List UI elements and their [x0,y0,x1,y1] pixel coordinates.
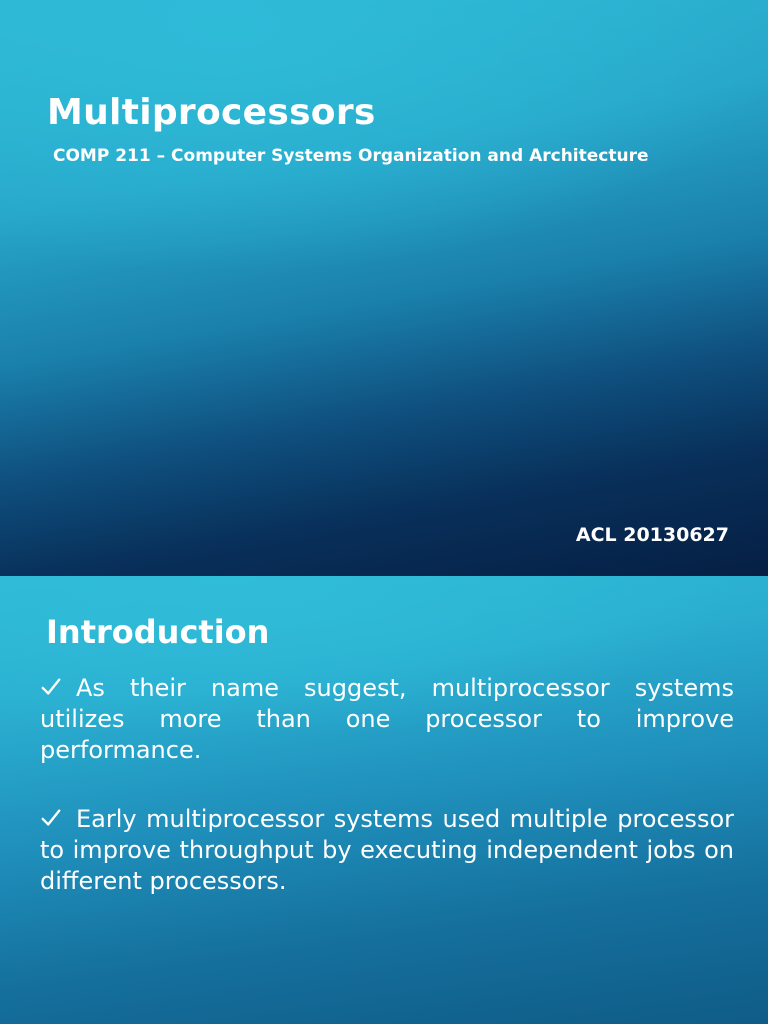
bullet-text: As their name suggest, multiprocessor systems utilizes more than one processor to improve performance. [40,674,734,764]
bullet-list [40,673,734,935]
bullet-item [40,673,734,766]
slide-title: Multiprocessors [47,92,376,133]
bullet-item [40,804,734,897]
slide-heading: Introduction [46,613,270,651]
check-icon [40,807,62,829]
bullet-text: Early multiprocessor systems used multiple processor to improve throughput by executing independent jobs on different processors. [40,805,734,895]
check-icon [40,676,62,698]
slide-subtitle: COMP 211 – Computer Systems Organization and Architecture [53,146,649,166]
introduction-slide [0,576,768,1024]
date-code: ACL 20130627 [575,524,729,546]
